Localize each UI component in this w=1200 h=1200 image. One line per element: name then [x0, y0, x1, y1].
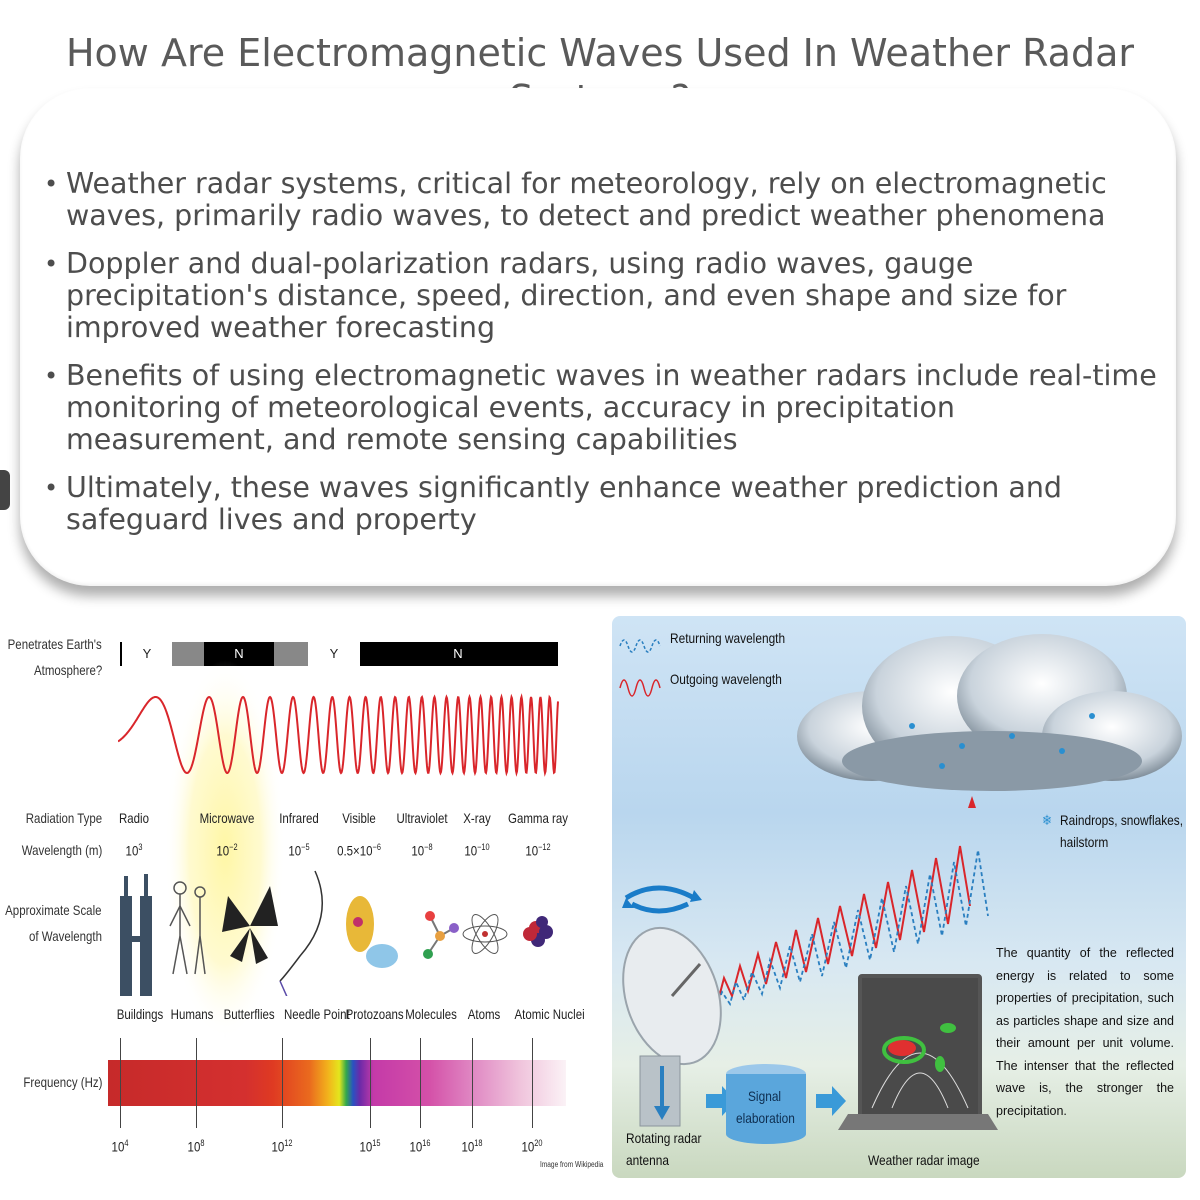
bullet-item: • Weather radar systems, critical for meteorology, rely on electromagnetic waves, primarily radio waves, to detect and predict weather phenomena	[44, 168, 1164, 232]
scale-illustrations	[110, 866, 580, 996]
returning-wavelength-label: Returning wavelength	[670, 630, 786, 646]
outgoing-wave-icon	[620, 680, 660, 696]
frequency-label: Frequency (Hz)	[22, 1074, 102, 1090]
freq-tick	[196, 1038, 197, 1128]
frequency-value: $10^8$	[187, 1138, 205, 1155]
card-edge-decoration	[0, 470, 10, 510]
weather-radar-image-label: Weather radar image	[868, 1152, 980, 1168]
nucleus-icon	[523, 916, 553, 947]
freq-tick	[532, 1038, 533, 1128]
radiation-type-microwave: Microwave	[199, 810, 255, 826]
object-buildings: Buildings	[116, 1006, 164, 1022]
hailstorm-label: hailstorm	[1060, 834, 1109, 850]
wavelength-label: Wavelength (m)	[21, 842, 102, 858]
frequency-value: $10^{20}$	[521, 1138, 543, 1155]
bullet-item: • Doppler and dual-polarization radars, using radio waves, gauge precipitation's distance, speed, direction, and even shape and size for improved weather forecasting	[44, 248, 1164, 344]
radiation-type-ultraviolet: Ultraviolet	[396, 810, 448, 826]
elaboration-label: elaboration	[736, 1110, 795, 1126]
frequency-value: $10^{12}$	[271, 1138, 293, 1155]
atom-icon	[463, 911, 507, 957]
radar-image-icon	[862, 978, 978, 1118]
freq-tick	[420, 1038, 421, 1128]
object-molecules: Molecules	[405, 1006, 457, 1022]
laptop-base-icon	[838, 1114, 998, 1134]
frequency-bar	[108, 1060, 566, 1106]
object-protozoans: Protozoans	[345, 1006, 404, 1022]
atmosphere-label: Atmosphere?	[33, 662, 102, 678]
radiation-type-infrared: Infrared	[279, 810, 319, 826]
returning-wave-icon	[620, 640, 660, 652]
wavelength-radio: $10^3$	[125, 842, 143, 859]
freq-tick	[472, 1038, 473, 1128]
atm-seg-yes: Y	[122, 642, 172, 666]
freq-tick	[370, 1038, 371, 1128]
buildings-icon	[120, 874, 152, 996]
arrow-right-icon	[816, 1086, 846, 1116]
wavelength-microwave: $10^{-2}$	[216, 842, 238, 859]
reflected-energy-info: The quantity of the reflected energy is related to some properties of precipitation, such as particles shape and size and their amount per unit volume. The intenser that the reflected wave is, the stronger the precipitation.	[996, 946, 1174, 1118]
freq-tick	[282, 1038, 283, 1128]
atm-seg-no: N	[453, 646, 463, 661]
antenna-label-1: Rotating radar	[626, 1130, 702, 1146]
object-butterflies: Butterflies	[223, 1006, 275, 1022]
scale-label: Approximate Scale	[5, 902, 102, 918]
wavelength-infrared: $10^{-5}$	[288, 842, 310, 859]
object-needle-point: Needle Point	[283, 1006, 350, 1022]
spectrum-wave	[118, 690, 563, 810]
object-humans: Humans	[170, 1006, 214, 1022]
em-spectrum-figure	[0, 620, 604, 1200]
wavelength-visible: $0.5\times 10^{-6}$	[337, 842, 381, 859]
radiation-type-radio: Radio	[118, 810, 150, 826]
wavelength-gamma: $10^{-12}$	[525, 842, 551, 859]
atm-seg-no: N	[234, 646, 244, 661]
humans-icon	[170, 882, 205, 974]
raindrops-label: Raindrops, snowflakes,	[1060, 812, 1184, 828]
bullet-item: • Benefits of using electromagnetic waves in weather radars include real-time monitoring of meteorological events, accuracy in precipitation measurement, and remote sensing capabilities	[44, 360, 1164, 456]
weather-radar-figure	[612, 616, 1186, 1178]
radiation-type-gamma: Gamma ray	[508, 810, 568, 826]
rotate-arrows-icon	[618, 878, 708, 918]
radiation-type-xray: X-ray	[463, 810, 491, 826]
outgoing-wavelength-label: Outgoing wavelength	[670, 671, 782, 687]
wavelength-ultraviolet: $10^{-8}$	[411, 842, 433, 859]
cloud-illustration	[792, 616, 1186, 806]
protozoan-icon	[346, 896, 398, 968]
wave-legend	[618, 630, 668, 700]
frequency-value: $10^4$	[111, 1138, 129, 1155]
needle-icon	[280, 871, 322, 996]
signal-label: Signal	[748, 1088, 782, 1104]
bullet-item: • Ultimately, these waves significantly enhance weather prediction and safeguard lives and property	[44, 472, 1164, 536]
radiation-type-visible: Visible	[342, 810, 376, 826]
radiation-type-label: Radiation Type	[25, 810, 102, 826]
frequency-value: $10^{16}$	[409, 1138, 431, 1155]
freq-tick	[120, 1038, 121, 1128]
snowflake-icon: ❄	[1042, 812, 1052, 828]
bullet-list	[44, 168, 1164, 552]
frequency-value: $10^{15}$	[359, 1138, 381, 1155]
penetrates-label: Penetrates Earth's	[7, 636, 102, 652]
molecule-icon	[423, 911, 459, 959]
page-title: How Are Electromagnetic Waves Used In Weather Radar	[65, 31, 1134, 75]
scale-label-2: of Wavelength	[29, 928, 102, 944]
object-atomic-nuclei: Atomic Nuclei	[514, 1006, 585, 1022]
butterfly-icon	[222, 886, 278, 964]
image-credit: Image from Wikipedia	[540, 1160, 604, 1169]
frequency-value: $10^{18}$	[461, 1138, 483, 1155]
wavelength-xray: $10^{-10}$	[464, 842, 490, 859]
laptop-screen	[858, 974, 982, 1122]
antenna-label-2: antenna	[626, 1152, 670, 1168]
object-atoms: Atoms	[467, 1006, 501, 1022]
atm-seg-yes: Y	[308, 642, 360, 666]
